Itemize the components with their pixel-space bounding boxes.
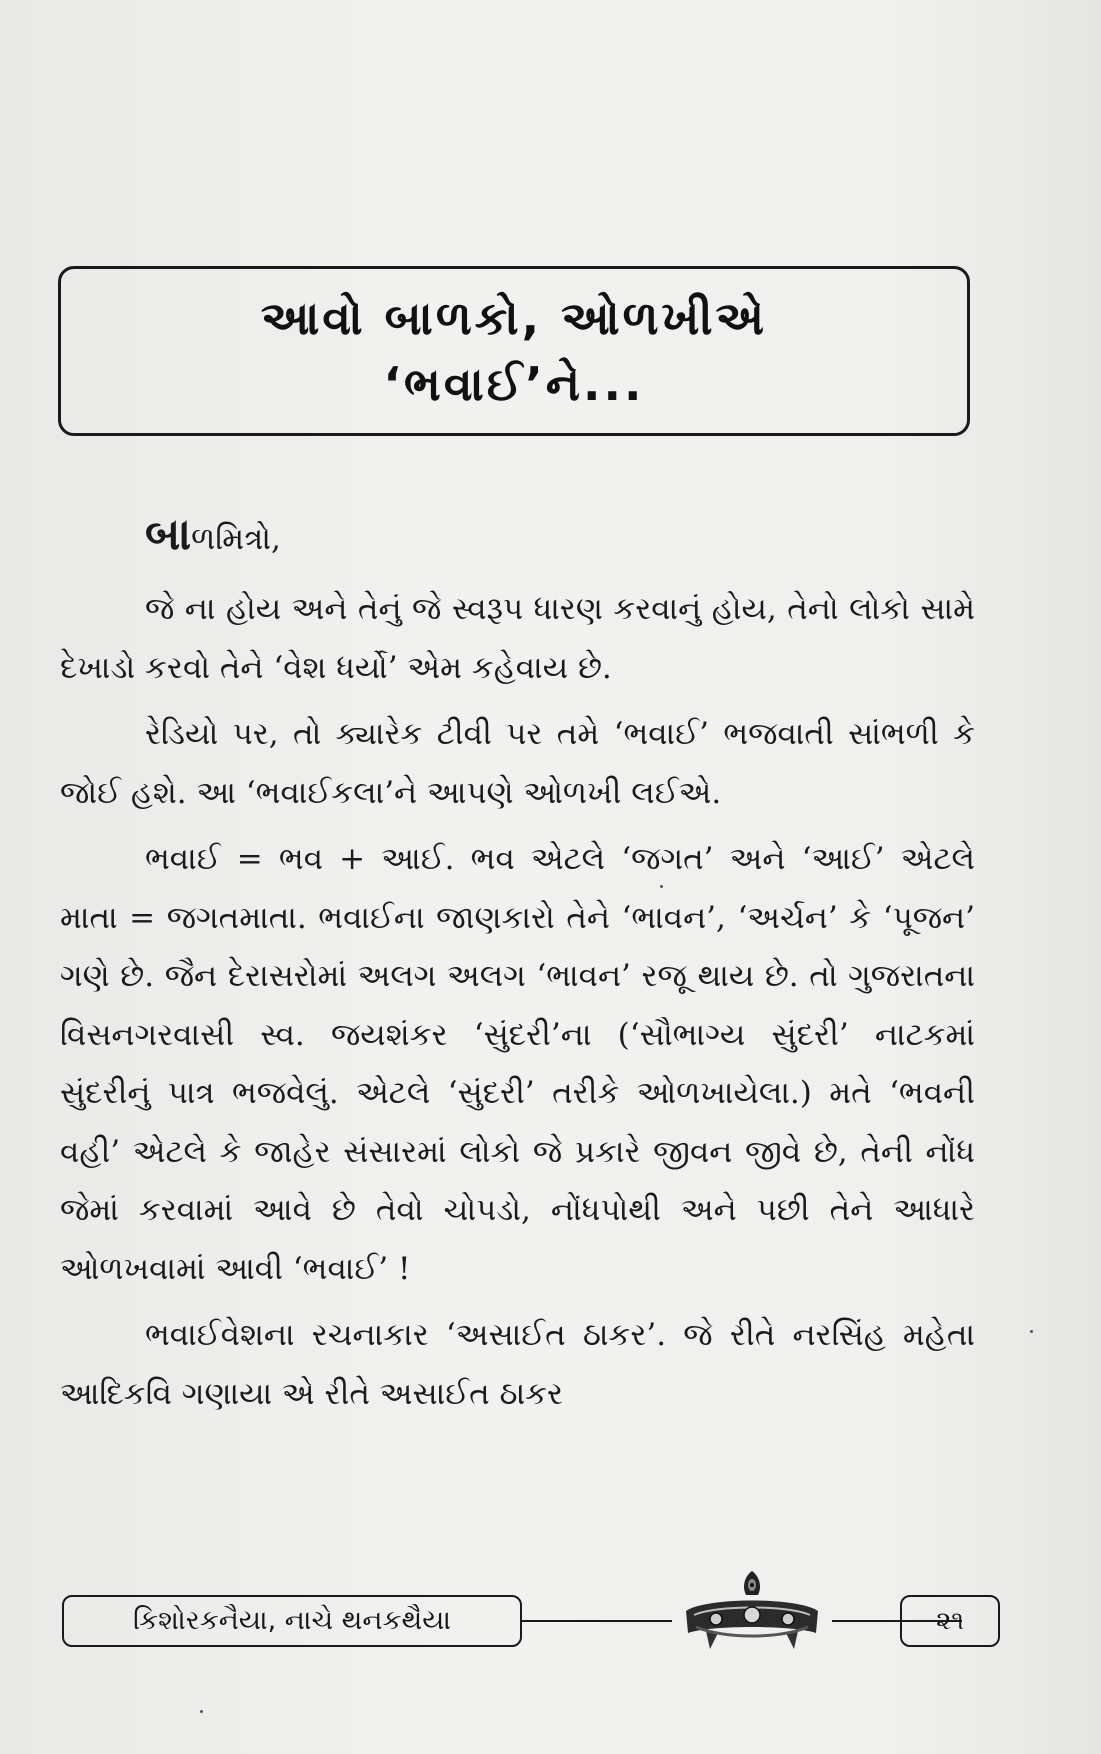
peacock-feather-crown-icon xyxy=(666,1567,838,1657)
salutation xyxy=(145,500,975,580)
footer-divider xyxy=(522,1620,672,1622)
paper-speck xyxy=(200,1710,203,1713)
paragraph: જે ના હોય અને તેનું જે સ્વરૂપ ધારણ કરવાનું હોય, તેનો લોકો સામે દેખાડો કરવો તેને ‘વેશ ધર્યો’ એમ કહેવાય છે. xyxy=(60,591,975,686)
salutation-dropcap: બા xyxy=(145,509,192,560)
body-text xyxy=(60,500,975,1431)
paragraph: રેડિયો પર, તો ક્યારેક ટીવી પર તમે ‘ભવાઈ’ ભજવાતી સાંભળી કે જોઈ હશે. આ ‘ભવાઈકલા’ને આપણે ઓળખી લઈએ. xyxy=(60,716,975,811)
salutation-rest: ળમિત્રો, xyxy=(191,521,281,557)
paragraph: ભવાઈ = ભવ + આઈ. ભવ એટલે ‘જગત’ અને ‘આઈ’ એટલે માતા = જગતમાતા. ભવાઈના જાણકારો તેને ‘ભાવન’, ‘અર્ચન’ કે ‘પૂજન’ ગણે છે. જૈન દેરાસરોમાં અલગ અલગ ‘ભાવન’ રજૂ થાય છે. તો ગુજરાતના વિસનગરવાસી સ્વ. જયશંકર ‘સુંદરી’ના (‘સૌભાગ્ય સુંદરી’ નાટકમાં સુંદરીનું પાત્ર ભજવેલું. એટલે ‘સુંદરી’ તરીકે ઓળખાયેલા.) મતે ‘ભવની વહી’ એટલે કે જાહેર સંસારમાં લોકો જે પ્રકારે જીવન જીવે છે, તેની નોંધ જેમાં કરવામાં આવે છે તેવો ચોપડો, નોંધપોથી અને પછી તેને આધારે ઓળખવામાં આવી ‘ભવાઈ’ ! xyxy=(60,841,975,1287)
page-footer xyxy=(62,1595,1000,1651)
paper-speck xyxy=(660,885,663,888)
chapter-title-box xyxy=(58,266,970,436)
paragraph: ભવાઈવેશના રચનાકાર ‘અસાઈત ઠાકર’. જે રીતે નરસિંહ મહેતા આદિકવિ ગણાયા એ રીતે અસાઈત ઠાકર xyxy=(60,1317,975,1412)
page-number: ૨૧ xyxy=(900,1595,1000,1647)
chapter-title-line-1: આવો બાળકો, ઓળખીએ xyxy=(260,291,768,345)
footer-book-title: કિશોરકનૈયા, નાચે થનકથૈયા xyxy=(62,1595,522,1647)
chapter-title-line-2: ‘ભવાઈ’ને... xyxy=(383,357,645,411)
paper-speck xyxy=(1030,1330,1033,1333)
